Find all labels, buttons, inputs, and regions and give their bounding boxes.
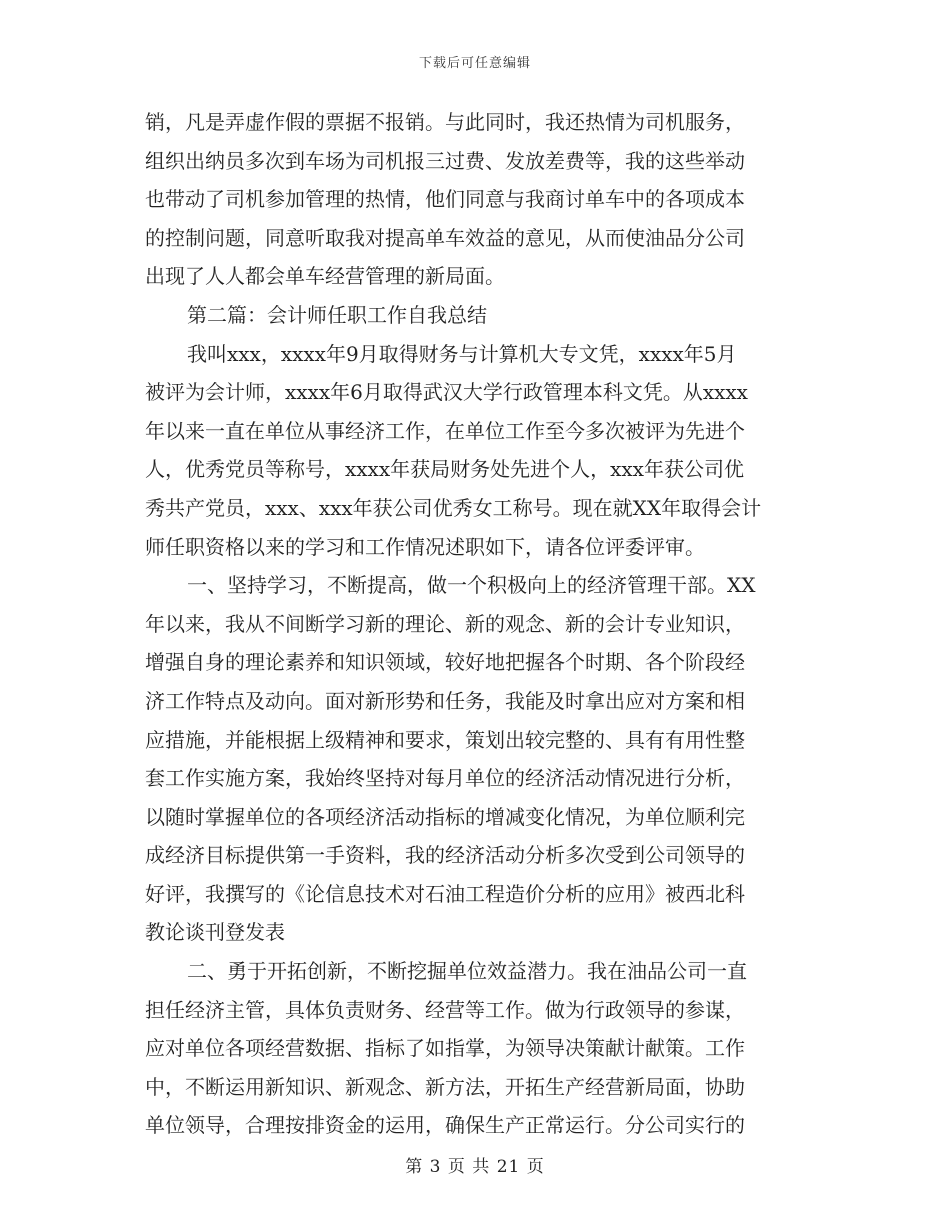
section-heading: 第二篇：会计师任职工作自我总结 bbox=[187, 302, 487, 327]
text-line: 一、坚持学习，不断提高，做一个积极向上的经济管理干部。XX bbox=[187, 573, 756, 598]
text-line: 二、勇于开拓创新，不断挖掘单位效益潜力。我在油品公司一直 bbox=[187, 959, 747, 984]
text-line: 教论谈刊登发表 bbox=[145, 920, 285, 945]
text-line: 年以来，我从不间断学习新的理论、新的观念、新的会计专业知识， bbox=[145, 611, 745, 636]
text-line: 我叫xxx，xxxx年9月取得财务与计算机大专文凭，xxxx年5月 bbox=[187, 341, 737, 366]
text-line: 中，不断运用新知识、新观念、新方法，开拓生产经营新局面，协助 bbox=[145, 1074, 745, 1099]
text-line: 应对单位各项经营数据、指标了如指掌，为领导决策献计献策。工作 bbox=[145, 1036, 745, 1061]
text-line: 人，优秀党员等称号，xxxx年获局财务处先进个人，xxx年获公司优 bbox=[145, 457, 744, 482]
text-line: 单位领导，合理按排资金的运用，确保生产正常运行。分公司实行的 bbox=[145, 1113, 745, 1138]
text-line: 成经济目标提供第一手资料，我的经济活动分析多次受到公司领导的 bbox=[145, 843, 745, 868]
page-header: 下载后可任意编辑 bbox=[418, 56, 531, 71]
text-line: 增强自身的理论素养和知识领域，较好地把握各个时期、各个阶段经 bbox=[145, 650, 745, 675]
text-line: 被评为会计师，xxxx年6月取得武汉大学行政管理本科文凭。从xxxx bbox=[145, 380, 748, 405]
page-number-footer: 第 3 页 共 21 页 bbox=[405, 1157, 545, 1177]
text-line: 套工作实施方案，我始终坚持对每月单位的经济活动情况进行分析， bbox=[145, 766, 745, 791]
text-line: 年以来一直在单位从事经济工作，在单位工作至今多次被评为先进个 bbox=[145, 418, 745, 443]
text-line: 担任经济主管，具体负责财务、经营等工作。做为行政领导的参谋， bbox=[145, 997, 745, 1022]
text-line: 济工作特点及动向。面对新形势和任务，我能及时拿出应对方案和相 bbox=[145, 688, 745, 713]
text-line: 以随时掌握单位的各项经济活动指标的增减变化情况，为单位顺利完 bbox=[145, 804, 745, 829]
text-line: 师任职资格以来的学习和工作情况述职如下，请各位评委评审。 bbox=[145, 534, 705, 559]
text-line: 好评，我撰写的《论信息技术对石油工程造价分析的应用》被西北科 bbox=[145, 881, 745, 906]
text-line: 也带动了司机参加管理的热情，他们同意与我商讨单车中的各项成本 bbox=[145, 187, 745, 212]
text-line: 销，凡是弄虚作假的票据不报销。与此同时，我还热情为司机服务， bbox=[145, 110, 745, 134]
text-line: 秀共产党员，xxx、xxx年获公司优秀女工称号。现在就XX年取得会计 bbox=[145, 495, 762, 520]
text-line: 应措施，并能根据上级精神和要求，策划出较完整的、具有有用性整 bbox=[145, 727, 745, 752]
text-line: 出现了人人都会单车经营管理的新局面。 bbox=[145, 264, 505, 289]
document-body bbox=[145, 103, 805, 1145]
text-line: 组织出纳员多次到车场为司机报三过费、发放差费等，我的这些举动 bbox=[145, 148, 745, 173]
text-line: 的控制问题，同意听取我对提高单车效益的意见，从而使油品分公司 bbox=[145, 225, 745, 250]
